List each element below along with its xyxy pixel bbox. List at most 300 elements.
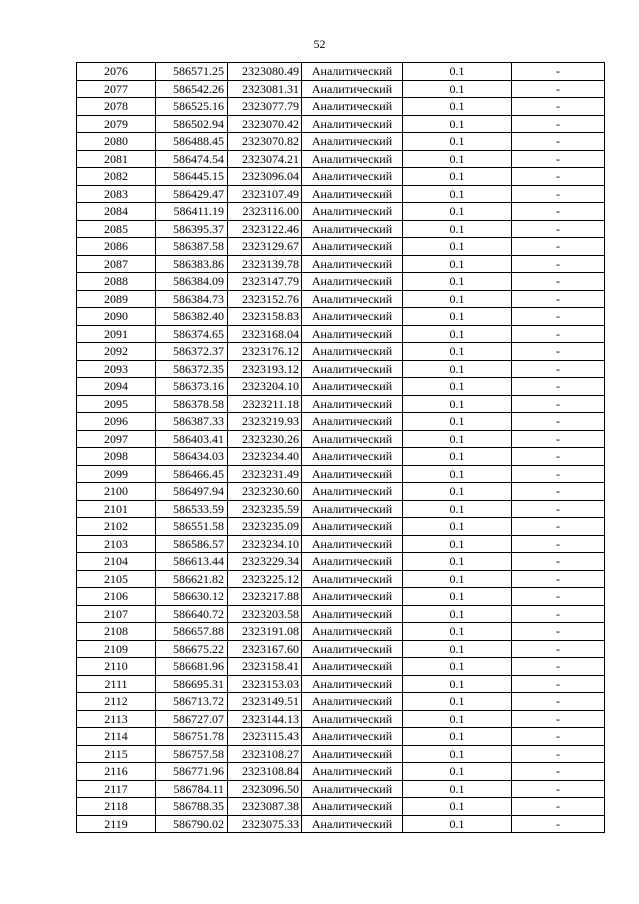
- table-row: [77, 518, 605, 536]
- table-row: [77, 745, 605, 763]
- method-cell: Аналитический: [302, 238, 403, 256]
- accuracy-cell: 0.1: [403, 325, 512, 343]
- y-coordinate-cell: 2323230.26: [228, 430, 302, 448]
- table-row: [77, 290, 605, 308]
- y-coordinate-cell: 2323149.51: [228, 693, 302, 711]
- accuracy-cell: 0.1: [403, 780, 512, 798]
- method-cell: Аналитический: [302, 728, 403, 746]
- point-number-cell: 2101: [77, 500, 156, 518]
- point-number-cell: 2095: [77, 395, 156, 413]
- x-coordinate-cell: 586488.45: [156, 133, 228, 151]
- note-cell: -: [512, 570, 605, 588]
- y-coordinate-cell: 2323158.83: [228, 308, 302, 326]
- point-number-cell: 2091: [77, 325, 156, 343]
- point-number-cell: 2104: [77, 553, 156, 571]
- x-coordinate-cell: 586533.59: [156, 500, 228, 518]
- x-coordinate-cell: 586474.54: [156, 150, 228, 168]
- y-coordinate-cell: 2323231.49: [228, 465, 302, 483]
- method-cell: Аналитический: [302, 518, 403, 536]
- method-cell: Аналитический: [302, 80, 403, 98]
- note-cell: -: [512, 133, 605, 151]
- table-row: [77, 623, 605, 641]
- y-coordinate-cell: 2323193.12: [228, 360, 302, 378]
- table-row: [77, 658, 605, 676]
- y-coordinate-cell: 2323144.13: [228, 710, 302, 728]
- note-cell: -: [512, 483, 605, 501]
- note-cell: -: [512, 675, 605, 693]
- y-coordinate-cell: 2323234.40: [228, 448, 302, 466]
- accuracy-cell: 0.1: [403, 185, 512, 203]
- method-cell: Аналитический: [302, 290, 403, 308]
- point-number-cell: 2116: [77, 763, 156, 781]
- table-row: [77, 220, 605, 238]
- method-cell: Аналитический: [302, 605, 403, 623]
- point-number-cell: 2080: [77, 133, 156, 151]
- point-number-cell: 2087: [77, 255, 156, 273]
- table-row: [77, 553, 605, 571]
- accuracy-cell: 0.1: [403, 465, 512, 483]
- point-number-cell: 2086: [77, 238, 156, 256]
- accuracy-cell: 0.1: [403, 115, 512, 133]
- method-cell: Аналитический: [302, 780, 403, 798]
- table-body: [77, 63, 605, 833]
- point-number-cell: 2099: [77, 465, 156, 483]
- y-coordinate-cell: 2323217.88: [228, 588, 302, 606]
- y-coordinate-cell: 2323176.12: [228, 343, 302, 361]
- method-cell: Аналитический: [302, 378, 403, 396]
- note-cell: -: [512, 430, 605, 448]
- accuracy-cell: 0.1: [403, 448, 512, 466]
- point-number-cell: 2105: [77, 570, 156, 588]
- point-number-cell: 2079: [77, 115, 156, 133]
- method-cell: Аналитический: [302, 763, 403, 781]
- table-row: [77, 710, 605, 728]
- point-number-cell: 2107: [77, 605, 156, 623]
- method-cell: Аналитический: [302, 185, 403, 203]
- x-coordinate-cell: 586372.37: [156, 343, 228, 361]
- point-number-cell: 2077: [77, 80, 156, 98]
- accuracy-cell: 0.1: [403, 255, 512, 273]
- note-cell: -: [512, 413, 605, 431]
- note-cell: -: [512, 238, 605, 256]
- accuracy-cell: 0.1: [403, 273, 512, 291]
- y-coordinate-cell: 2323115.43: [228, 728, 302, 746]
- accuracy-cell: 0.1: [403, 203, 512, 221]
- point-number-cell: 2090: [77, 308, 156, 326]
- note-cell: -: [512, 623, 605, 641]
- accuracy-cell: 0.1: [403, 623, 512, 641]
- table-row: [77, 430, 605, 448]
- y-coordinate-cell: 2323219.93: [228, 413, 302, 431]
- note-cell: -: [512, 518, 605, 536]
- accuracy-cell: 0.1: [403, 290, 512, 308]
- point-number-cell: 2092: [77, 343, 156, 361]
- note-cell: -: [512, 745, 605, 763]
- x-coordinate-cell: 586502.94: [156, 115, 228, 133]
- x-coordinate-cell: 586790.02: [156, 815, 228, 833]
- x-coordinate-cell: 586727.07: [156, 710, 228, 728]
- point-number-cell: 2100: [77, 483, 156, 501]
- method-cell: Аналитический: [302, 815, 403, 833]
- y-coordinate-cell: 2323077.79: [228, 98, 302, 116]
- y-coordinate-cell: 2323147.79: [228, 273, 302, 291]
- note-cell: -: [512, 780, 605, 798]
- note-cell: -: [512, 693, 605, 711]
- y-coordinate-cell: 2323080.49: [228, 63, 302, 81]
- x-coordinate-cell: 586621.82: [156, 570, 228, 588]
- table-row: [77, 203, 605, 221]
- table-row: [77, 395, 605, 413]
- point-number-cell: 2118: [77, 798, 156, 816]
- y-coordinate-cell: 2323070.82: [228, 133, 302, 151]
- method-cell: Аналитический: [302, 115, 403, 133]
- method-cell: Аналитический: [302, 255, 403, 273]
- x-coordinate-cell: 586657.88: [156, 623, 228, 641]
- method-cell: Аналитический: [302, 553, 403, 571]
- table-row: [77, 168, 605, 186]
- x-coordinate-cell: 586551.58: [156, 518, 228, 536]
- point-number-cell: 2085: [77, 220, 156, 238]
- x-coordinate-cell: 586466.45: [156, 465, 228, 483]
- table-row: [77, 115, 605, 133]
- table-row: [77, 273, 605, 291]
- accuracy-cell: 0.1: [403, 710, 512, 728]
- x-coordinate-cell: 586525.16: [156, 98, 228, 116]
- accuracy-cell: 0.1: [403, 763, 512, 781]
- method-cell: Аналитический: [302, 535, 403, 553]
- table-row: [77, 413, 605, 431]
- x-coordinate-cell: 586372.35: [156, 360, 228, 378]
- point-number-cell: 2088: [77, 273, 156, 291]
- table-row: [77, 238, 605, 256]
- table-row: [77, 815, 605, 833]
- table-row: [77, 185, 605, 203]
- table-row: [77, 255, 605, 273]
- x-coordinate-cell: 586395.37: [156, 220, 228, 238]
- note-cell: -: [512, 535, 605, 553]
- point-number-cell: 2089: [77, 290, 156, 308]
- accuracy-cell: 0.1: [403, 500, 512, 518]
- method-cell: Аналитический: [302, 343, 403, 361]
- accuracy-cell: 0.1: [403, 693, 512, 711]
- point-number-cell: 2094: [77, 378, 156, 396]
- x-coordinate-cell: 586387.58: [156, 238, 228, 256]
- x-coordinate-cell: 586788.35: [156, 798, 228, 816]
- accuracy-cell: 0.1: [403, 238, 512, 256]
- accuracy-cell: 0.1: [403, 308, 512, 326]
- note-cell: -: [512, 220, 605, 238]
- note-cell: -: [512, 80, 605, 98]
- point-number-cell: 2102: [77, 518, 156, 536]
- note-cell: -: [512, 343, 605, 361]
- x-coordinate-cell: 586403.41: [156, 430, 228, 448]
- table-row: [77, 535, 605, 553]
- x-coordinate-cell: 586497.94: [156, 483, 228, 501]
- y-coordinate-cell: 2323108.27: [228, 745, 302, 763]
- point-number-cell: 2078: [77, 98, 156, 116]
- x-coordinate-cell: 586374.65: [156, 325, 228, 343]
- coordinates-table: [76, 62, 605, 833]
- x-coordinate-cell: 586383.86: [156, 255, 228, 273]
- table-row: [77, 605, 605, 623]
- table-row: [77, 360, 605, 378]
- method-cell: Аналитический: [302, 220, 403, 238]
- note-cell: -: [512, 448, 605, 466]
- note-cell: -: [512, 168, 605, 186]
- note-cell: -: [512, 255, 605, 273]
- accuracy-cell: 0.1: [403, 80, 512, 98]
- method-cell: Аналитический: [302, 710, 403, 728]
- x-coordinate-cell: 586571.25: [156, 63, 228, 81]
- point-number-cell: 2115: [77, 745, 156, 763]
- y-coordinate-cell: 2323108.84: [228, 763, 302, 781]
- accuracy-cell: 0.1: [403, 343, 512, 361]
- accuracy-cell: 0.1: [403, 605, 512, 623]
- y-coordinate-cell: 2323235.09: [228, 518, 302, 536]
- y-coordinate-cell: 2323235.59: [228, 500, 302, 518]
- table-row: [77, 675, 605, 693]
- note-cell: -: [512, 395, 605, 413]
- method-cell: Аналитический: [302, 273, 403, 291]
- note-cell: -: [512, 728, 605, 746]
- method-cell: Аналитический: [302, 168, 403, 186]
- note-cell: -: [512, 763, 605, 781]
- accuracy-cell: 0.1: [403, 483, 512, 501]
- table-row: [77, 465, 605, 483]
- x-coordinate-cell: 586695.31: [156, 675, 228, 693]
- method-cell: Аналитический: [302, 98, 403, 116]
- note-cell: -: [512, 798, 605, 816]
- accuracy-cell: 0.1: [403, 395, 512, 413]
- accuracy-cell: 0.1: [403, 553, 512, 571]
- note-cell: -: [512, 658, 605, 676]
- point-number-cell: 2119: [77, 815, 156, 833]
- y-coordinate-cell: 2323204.10: [228, 378, 302, 396]
- x-coordinate-cell: 586382.40: [156, 308, 228, 326]
- method-cell: Аналитический: [302, 798, 403, 816]
- x-coordinate-cell: 586784.11: [156, 780, 228, 798]
- note-cell: -: [512, 308, 605, 326]
- x-coordinate-cell: 586384.73: [156, 290, 228, 308]
- x-coordinate-cell: 586378.58: [156, 395, 228, 413]
- table-row: [77, 98, 605, 116]
- y-coordinate-cell: 2323158.41: [228, 658, 302, 676]
- y-coordinate-cell: 2323167.60: [228, 640, 302, 658]
- method-cell: Аналитический: [302, 465, 403, 483]
- x-coordinate-cell: 586387.33: [156, 413, 228, 431]
- point-number-cell: 2083: [77, 185, 156, 203]
- accuracy-cell: 0.1: [403, 640, 512, 658]
- note-cell: -: [512, 150, 605, 168]
- table-row: [77, 780, 605, 798]
- method-cell: Аналитический: [302, 308, 403, 326]
- point-number-cell: 2103: [77, 535, 156, 553]
- table-row: [77, 150, 605, 168]
- y-coordinate-cell: 2323081.31: [228, 80, 302, 98]
- y-coordinate-cell: 2323087.38: [228, 798, 302, 816]
- note-cell: -: [512, 290, 605, 308]
- y-coordinate-cell: 2323116.00: [228, 203, 302, 221]
- accuracy-cell: 0.1: [403, 745, 512, 763]
- note-cell: -: [512, 325, 605, 343]
- accuracy-cell: 0.1: [403, 535, 512, 553]
- y-coordinate-cell: 2323211.18: [228, 395, 302, 413]
- method-cell: Аналитический: [302, 203, 403, 221]
- note-cell: -: [512, 378, 605, 396]
- method-cell: Аналитический: [302, 150, 403, 168]
- table-row: [77, 728, 605, 746]
- x-coordinate-cell: 586757.58: [156, 745, 228, 763]
- method-cell: Аналитический: [302, 483, 403, 501]
- accuracy-cell: 0.1: [403, 133, 512, 151]
- method-cell: Аналитический: [302, 500, 403, 518]
- point-number-cell: 2081: [77, 150, 156, 168]
- accuracy-cell: 0.1: [403, 518, 512, 536]
- note-cell: -: [512, 640, 605, 658]
- note-cell: -: [512, 605, 605, 623]
- note-cell: -: [512, 815, 605, 833]
- x-coordinate-cell: 586445.15: [156, 168, 228, 186]
- y-coordinate-cell: 2323234.10: [228, 535, 302, 553]
- point-number-cell: 2096: [77, 413, 156, 431]
- method-cell: Аналитический: [302, 675, 403, 693]
- page-number: 52: [313, 37, 326, 51]
- note-cell: -: [512, 500, 605, 518]
- x-coordinate-cell: 586681.96: [156, 658, 228, 676]
- y-coordinate-cell: 2323191.08: [228, 623, 302, 641]
- note-cell: -: [512, 98, 605, 116]
- y-coordinate-cell: 2323153.03: [228, 675, 302, 693]
- x-coordinate-cell: 586771.96: [156, 763, 228, 781]
- point-number-cell: 2084: [77, 203, 156, 221]
- table-row: [77, 798, 605, 816]
- x-coordinate-cell: 586411.19: [156, 203, 228, 221]
- table-row: [77, 640, 605, 658]
- accuracy-cell: 0.1: [403, 220, 512, 238]
- table-row: [77, 325, 605, 343]
- method-cell: Аналитический: [302, 570, 403, 588]
- point-number-cell: 2117: [77, 780, 156, 798]
- accuracy-cell: 0.1: [403, 815, 512, 833]
- point-number-cell: 2076: [77, 63, 156, 81]
- point-number-cell: 2114: [77, 728, 156, 746]
- method-cell: Аналитический: [302, 63, 403, 81]
- point-number-cell: 2082: [77, 168, 156, 186]
- y-coordinate-cell: 2323139.78: [228, 255, 302, 273]
- x-coordinate-cell: 586713.72: [156, 693, 228, 711]
- x-coordinate-cell: 586630.12: [156, 588, 228, 606]
- method-cell: Аналитический: [302, 658, 403, 676]
- y-coordinate-cell: 2323168.04: [228, 325, 302, 343]
- method-cell: Аналитический: [302, 640, 403, 658]
- note-cell: -: [512, 185, 605, 203]
- method-cell: Аналитический: [302, 133, 403, 151]
- x-coordinate-cell: 586640.72: [156, 605, 228, 623]
- accuracy-cell: 0.1: [403, 675, 512, 693]
- y-coordinate-cell: 2323074.21: [228, 150, 302, 168]
- accuracy-cell: 0.1: [403, 168, 512, 186]
- table-row: [77, 693, 605, 711]
- y-coordinate-cell: 2323096.04: [228, 168, 302, 186]
- point-number-cell: 2108: [77, 623, 156, 641]
- note-cell: -: [512, 63, 605, 81]
- accuracy-cell: 0.1: [403, 360, 512, 378]
- point-number-cell: 2112: [77, 693, 156, 711]
- accuracy-cell: 0.1: [403, 430, 512, 448]
- point-number-cell: 2093: [77, 360, 156, 378]
- x-coordinate-cell: 586542.26: [156, 80, 228, 98]
- table-row: [77, 80, 605, 98]
- accuracy-cell: 0.1: [403, 150, 512, 168]
- table-row: [77, 343, 605, 361]
- point-number-cell: 2098: [77, 448, 156, 466]
- table-row: [77, 63, 605, 81]
- y-coordinate-cell: 2323070.42: [228, 115, 302, 133]
- method-cell: Аналитический: [302, 430, 403, 448]
- y-coordinate-cell: 2323225.12: [228, 570, 302, 588]
- y-coordinate-cell: 2323075.33: [228, 815, 302, 833]
- accuracy-cell: 0.1: [403, 588, 512, 606]
- accuracy-cell: 0.1: [403, 798, 512, 816]
- method-cell: Аналитический: [302, 693, 403, 711]
- x-coordinate-cell: 586434.03: [156, 448, 228, 466]
- table-row: [77, 483, 605, 501]
- table-row: [77, 308, 605, 326]
- accuracy-cell: 0.1: [403, 98, 512, 116]
- x-coordinate-cell: 586429.47: [156, 185, 228, 203]
- table-row: [77, 448, 605, 466]
- table-row: [77, 570, 605, 588]
- accuracy-cell: 0.1: [403, 378, 512, 396]
- y-coordinate-cell: 2323122.46: [228, 220, 302, 238]
- y-coordinate-cell: 2323096.50: [228, 780, 302, 798]
- y-coordinate-cell: 2323230.60: [228, 483, 302, 501]
- method-cell: Аналитический: [302, 325, 403, 343]
- point-number-cell: 2113: [77, 710, 156, 728]
- accuracy-cell: 0.1: [403, 658, 512, 676]
- x-coordinate-cell: 586586.57: [156, 535, 228, 553]
- x-coordinate-cell: 586675.22: [156, 640, 228, 658]
- note-cell: -: [512, 465, 605, 483]
- note-cell: -: [512, 360, 605, 378]
- table-row: [77, 133, 605, 151]
- note-cell: -: [512, 203, 605, 221]
- y-coordinate-cell: 2323203.58: [228, 605, 302, 623]
- note-cell: -: [512, 273, 605, 291]
- note-cell: -: [512, 710, 605, 728]
- point-number-cell: 2109: [77, 640, 156, 658]
- method-cell: Аналитический: [302, 413, 403, 431]
- method-cell: Аналитический: [302, 360, 403, 378]
- method-cell: Аналитический: [302, 623, 403, 641]
- x-coordinate-cell: 586751.78: [156, 728, 228, 746]
- table-row: [77, 588, 605, 606]
- y-coordinate-cell: 2323229.34: [228, 553, 302, 571]
- method-cell: Аналитический: [302, 745, 403, 763]
- y-coordinate-cell: 2323107.49: [228, 185, 302, 203]
- note-cell: -: [512, 553, 605, 571]
- accuracy-cell: 0.1: [403, 413, 512, 431]
- x-coordinate-cell: 586613.44: [156, 553, 228, 571]
- accuracy-cell: 0.1: [403, 570, 512, 588]
- table-row: [77, 500, 605, 518]
- point-number-cell: 2106: [77, 588, 156, 606]
- point-number-cell: 2110: [77, 658, 156, 676]
- method-cell: Аналитический: [302, 448, 403, 466]
- x-coordinate-cell: 586373.16: [156, 378, 228, 396]
- x-coordinate-cell: 586384.09: [156, 273, 228, 291]
- point-number-cell: 2097: [77, 430, 156, 448]
